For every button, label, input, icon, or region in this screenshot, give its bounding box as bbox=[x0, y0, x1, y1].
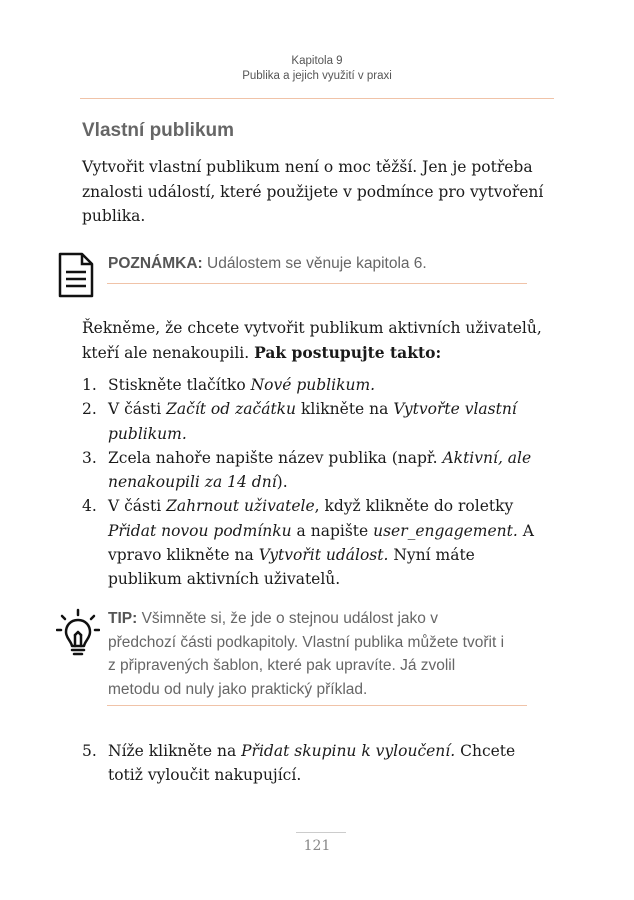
running-header bbox=[0, 54, 634, 84]
step-text: Stiskněte tlačítko bbox=[108, 376, 251, 394]
tip-body bbox=[108, 607, 508, 701]
step-text: klikněte na bbox=[296, 400, 394, 419]
step-number: 1. bbox=[82, 376, 97, 394]
step-text: Chcete totiž vyloučit nakupující. bbox=[108, 742, 516, 785]
step-emphasis: Aktivní, ale nenakoupili za 14 dní bbox=[108, 448, 532, 492]
step-text: V části bbox=[108, 400, 167, 419]
step-emphasis: Přidat skupinu k vyloučení. bbox=[241, 742, 456, 760]
note-label: POZNÁMKA: bbox=[108, 255, 203, 272]
step-item bbox=[82, 739, 552, 788]
step-emphasis: Vytvořte vlastní publikum. bbox=[108, 400, 517, 443]
document-icon bbox=[58, 252, 94, 306]
step-text: Zcela nahoře napište název publika (např. bbox=[108, 448, 443, 467]
step-text: A vpravo klikněte na bbox=[108, 521, 534, 565]
step-item bbox=[82, 373, 552, 397]
intro-paragraph: Vytvořit vlastní publikum není o moc těžší. Jen je potřeba znalosti událostí, které použijete v podmínce pro vytvoření publika. bbox=[82, 158, 544, 225]
tip-divider bbox=[107, 705, 527, 706]
step-text: a napište bbox=[291, 521, 374, 540]
step-number: 2. bbox=[82, 400, 97, 419]
tip-label: TIP: bbox=[108, 610, 138, 627]
step-number: 4. bbox=[82, 497, 97, 516]
chapter-title: Publika a jejich využití v praxi bbox=[242, 70, 392, 82]
lead-bold: Pak postupujte takto: bbox=[254, 342, 442, 362]
step-text: Níže klikněte na bbox=[108, 742, 242, 760]
lead-paragraph bbox=[82, 316, 562, 365]
step-item bbox=[82, 446, 552, 495]
step-text: V části bbox=[108, 497, 167, 516]
header-divider bbox=[80, 98, 554, 99]
chapter-label: Kapitola 9 bbox=[291, 55, 343, 67]
page-number-divider bbox=[296, 832, 346, 833]
step-emphasis: Přidat novou podmínku bbox=[108, 521, 292, 540]
tip-text: Všimněte si, že jde o stejnou událost jako v předchozí části podkapitoly. Vlastní publika můžete tvořit i z připravených šablon, které pak upravíte. Já zvolil metodu od nuly jako praktický příklad. bbox=[108, 610, 505, 698]
step-emphasis: user_engagement. bbox=[373, 521, 518, 540]
step-emphasis: Začít od začátku bbox=[166, 400, 297, 419]
step-text: ). bbox=[276, 473, 288, 492]
step-number: 5. bbox=[82, 742, 97, 760]
note-text: Událostem se věnuje kapitola 6. bbox=[202, 255, 427, 272]
steps-list-continued bbox=[82, 739, 552, 788]
step-emphasis: Nové publikum. bbox=[250, 376, 376, 394]
steps-list bbox=[82, 373, 552, 592]
step-number: 3. bbox=[82, 448, 97, 467]
step-emphasis: Zahrnout uživatele bbox=[166, 497, 315, 516]
step-text: Nyní máte publikum aktivních uživatelů. bbox=[108, 546, 475, 589]
section-title: Vlastní publikum bbox=[82, 120, 235, 141]
step-text: , když klikněte do roletky bbox=[314, 497, 514, 516]
lead-text: Řekněme, že chcete vytvořit publikum aktivních uživatelů, kteří ale nenakoupili. bbox=[82, 319, 542, 362]
lightbulb-icon bbox=[56, 607, 100, 665]
step-emphasis: Vytvořit událost. bbox=[258, 546, 389, 565]
page-number: 121 bbox=[303, 838, 331, 854]
step-item bbox=[82, 494, 552, 591]
step-item bbox=[82, 397, 552, 446]
note-divider bbox=[107, 283, 527, 284]
